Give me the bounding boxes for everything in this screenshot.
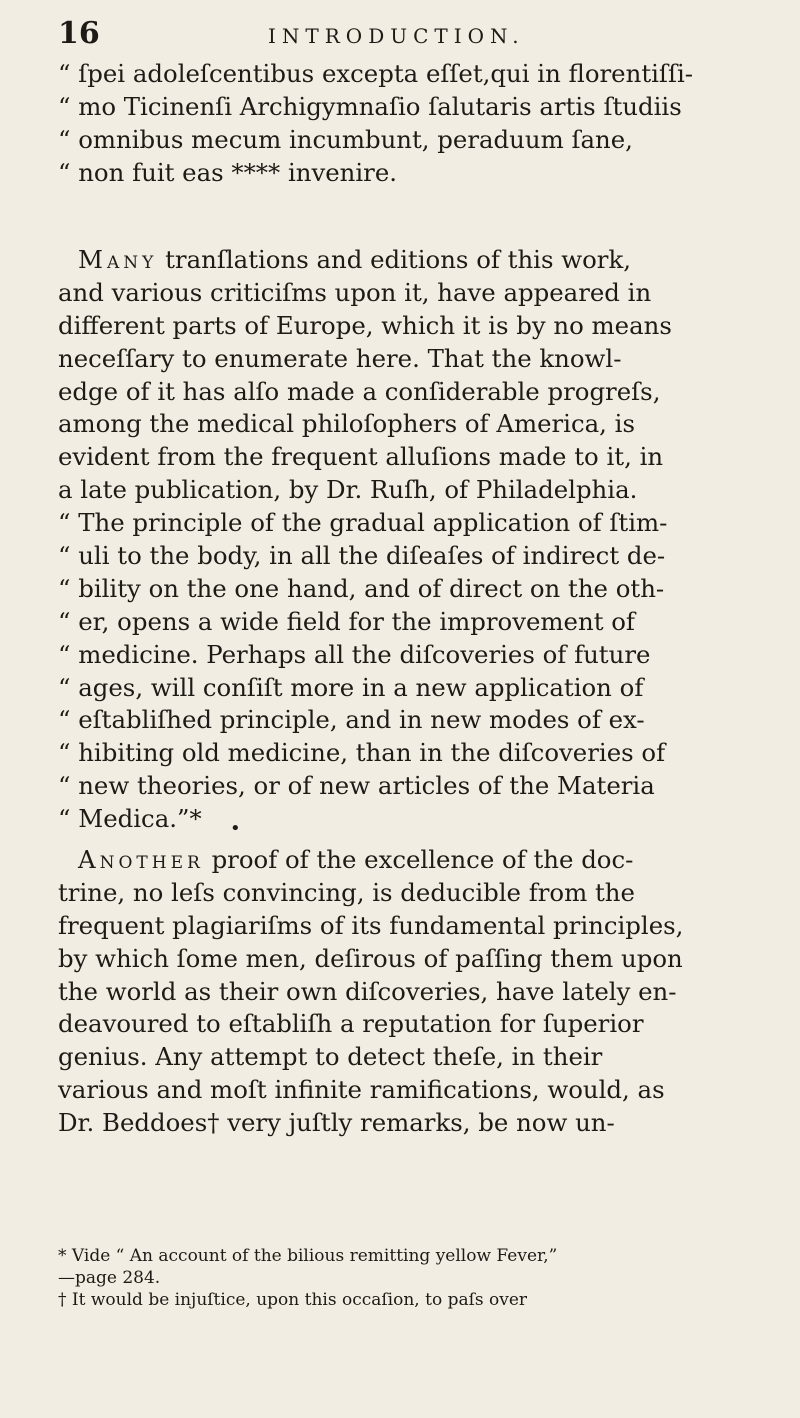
text-line: Dr. Beddoes† very juſtly remarks, be now un-	[58, 1108, 615, 1138]
text-line: different parts of Europe, which it is by no means	[58, 310, 672, 340]
text-line: edge of it has alſo made a conſiderable progreſs,	[58, 376, 661, 406]
text-line-rest: tranſlations and editions of this work,	[157, 245, 631, 274]
text-line: “ The principle of the gradual application of ſtim-	[58, 508, 668, 538]
text-line: “ non fuit eas **** invenire.	[58, 157, 398, 187]
footnotes	[58, 1245, 758, 1311]
text-line: frequent plagiariſms of its fundamental principles,	[58, 910, 684, 940]
paragraph-lead-word: Many	[78, 245, 158, 274]
text-line: neceſſary to enumerate here. That the knowl-	[58, 343, 622, 373]
text-line: genius. Any attempt to detect theſe, in their	[58, 1042, 603, 1072]
footnote-line: * Vide “ An account of the bilious remitting yellow Fever,”	[58, 1246, 558, 1266]
text-line	[58, 244, 758, 277]
stray-ink-dot: •	[230, 818, 241, 839]
text-line: and various criticiſms upon it, have appeared in	[58, 277, 652, 307]
footnote-line: —page 284.	[58, 1268, 161, 1288]
text-line: “ ages, will conſiſt more in a new application of	[58, 672, 644, 702]
footnote-line: † It would be injuſtice, upon this occaſion, to paſs over	[58, 1290, 528, 1310]
text-line: “ medicine. Perhaps all the diſcoveries of future	[58, 639, 651, 669]
quote-continuation	[58, 58, 758, 190]
text-line: “ Medica.”*	[58, 804, 202, 834]
text-line: evident from the frequent alluſions made to it, in	[58, 442, 664, 472]
text-line: deavoured to eſtabliſh a reputation for ſuperior	[58, 1009, 644, 1039]
page-number: 16	[58, 16, 100, 51]
text-line: “ new theories, or of new articles of the Materia	[58, 771, 655, 801]
text-line: trine, no leſs convincing, is deducible from the	[58, 877, 635, 907]
text-line: among the medical philoſophers of America, is	[58, 409, 635, 439]
text-line: various and moſt infinite ramifications, would, as	[58, 1075, 665, 1105]
paragraph-translations	[58, 244, 758, 836]
text-line: “ mo Ticinenſi Archigymnaſio ſalutaris artis ſtudiis	[58, 91, 682, 121]
page-header	[58, 16, 748, 54]
text-line: “ eſtabliſhed principle, and in new modes of ex-	[58, 705, 645, 735]
text-line: “ omnibus mecum incumbunt, peraduum ſane,	[58, 124, 633, 154]
text-line: “ er, opens a wide field for the improvement of	[58, 606, 635, 636]
text-line: “ hibiting old medicine, than in the diſcoveries of	[58, 738, 666, 768]
paragraph-plagiarisms	[58, 844, 758, 1140]
text-line-rest: proof of the excellence of the doc-	[203, 845, 634, 874]
text-line: the world as their own diſcoveries, have lately en-	[58, 976, 677, 1006]
paragraph-lead-word: Another	[78, 845, 204, 874]
running-head: INTRODUCTION.	[268, 24, 525, 48]
text-line: “ ſpei adoleſcentibus excepta eſſet,qui in florentiſſi-	[58, 59, 694, 88]
text-line: by which ſome men, deſirous of paſſing them upon	[58, 943, 683, 973]
text-line: “ uli to the body, in all the diſeaſes of indirect de-	[58, 541, 666, 571]
text-line	[58, 844, 758, 877]
text-line: “ bility on the one hand, and of direct on the oth-	[58, 573, 665, 603]
text-line: a late publication, by Dr. Ruſh, of Philadelphia.	[58, 475, 638, 505]
